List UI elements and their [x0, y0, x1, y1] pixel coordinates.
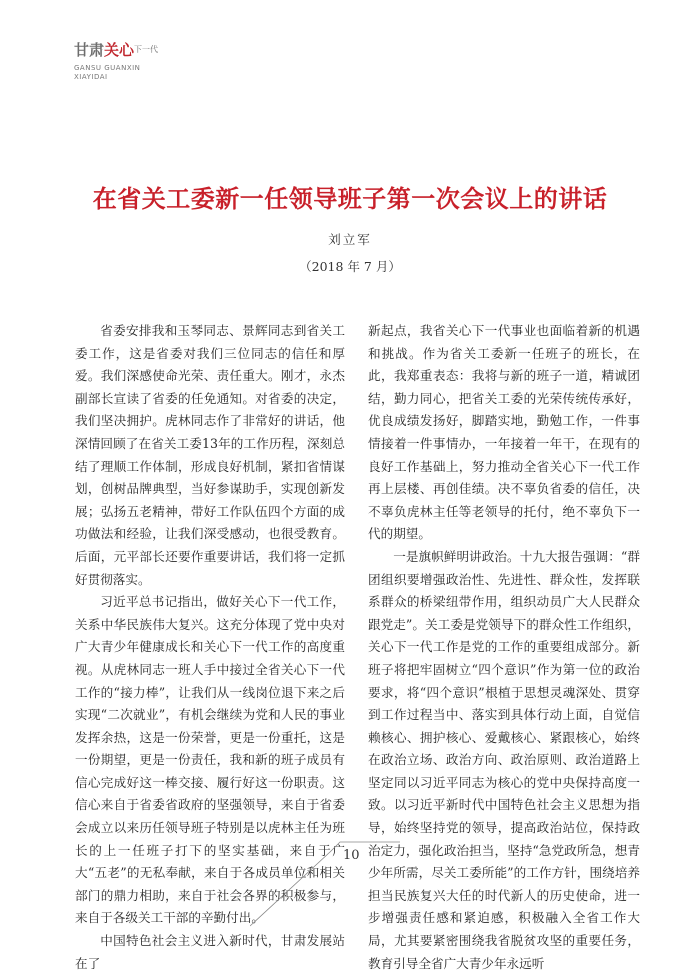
logo-wordmark [74, 40, 158, 60]
paragraph: 习近平总书记指出，做好关心下一代工作，关系中华民族伟大复兴。这充分体现了党中央对广大青少年健康成长和关心下一代工作的高度重视。从虎林同志一班人手中接过全省关心下一代工作的“接力棒”，让我们从一线岗位退下来之后实现“二次就业”，有机会继续为党和人民的事业发挥余热，这是一份荣誉，更是一份重托，这是一份期望，更是一份责任，我和新的班子成员有信心完成好这一棒交接、履行好这一份职责。这信心来自于省委省政府的坚强领导，来自于省委会成立以来历任领导班子特别是以虎林主任为班长的上一任班子打下的坚实基础，来自于广大“五老”的无私奉献，来自于各成员单位和相关部门的鼎力相助，来自于社会各界的积极参与，来自于各级关工干部的辛勤付出。 [75, 594, 345, 926]
paragraph: 一是旗帜鲜明讲政治。十九大报告强调：“群团组织要增强政治性、先进性、群众性，发挥联系群众的桥梁纽带作用，组织动员广大人民群众跟党走”。关工委是党领导下的群众性工作组织，关心下一代工作是党的工作的重要组成部分。新班子将把牢固树立“四个意识”作为第一位的政治要求，将“四个意识”根植于思想灵魂深处、贯穿到工作过程当中、落实到具体行动上面，自觉信赖核心、拥护核心、爱戴核心、紧跟核心，始终在政治立场、政治方向、政治原则、政治道路上坚定同以习近平同志为核心的党中央保持高度一致。以习近平新时代中国特色社会主义思想为指导，始终坚持党的领导，提高政治站位，保持政治定力，强化政治担当，坚持“急党政所急，想青少年所需，尽关工委所能”的工作方针，围绕培养担当民族复兴大任的时代新人的历史使命，进一步增强责任感和紧迫感，积极融入全省工作大局，尤其要紧密围绕我省脱贫攻坚的重要任务，教育引导全省广大青少年永远听 [368, 548, 640, 971]
logo-red-text: 关心 [104, 41, 135, 59]
article-title: 在省关工委新一任领导班子第一次会议上的讲话 [92, 184, 608, 213]
logo-prefix: 甘肃 [74, 41, 105, 59]
paragraph: 中国特色社会主义进入新时代，甘肃发展站在了 [75, 933, 345, 971]
paragraph: 新起点，我省关心下一代事业也面临着新的机遇和挑战。作为省关工委新一任班子的班长，在此，我郑重表态：我将与新的班子一道，精诚团结，勤力同心，把省关工委的光荣传统传承好，优良成绩发扬好，脚踏实地，勤勉工作，一件事情接着一件事情办，一年接着一年干，在现有的良好工作基础上，努力推动全省关心下一代工作再上层楼、再创佳绩。决不辜负省委的信任，决不辜负虎林主任等老领导的托付，绝不辜负下一代的期望。 [368, 323, 640, 542]
paragraph: 省委安排我和玉琴同志、景辉同志到省关工委工作，这是省委对我们三位同志的信任和厚爱。我们深感使命光荣、责任重大。刚才，永杰副部长宣读了省委的任免通知。对省委的决定，我们坚决拥护。虎林同志作了非常好的讲话，他深情回顾了在省关工委13年的工作历程，深刻总结了理顺工作体制，形成良好机制，紧扣省情谋划，创树品牌典型，当好参谋助手，实现创新发展；弘扬五老精神，带好工作队伍四个方面的成功做法和经验，让我们深受感动，也很受教育。后面，元平部长还要作重要讲话，我们将一定抓好贯彻落实。 [75, 323, 345, 587]
page-decoration-line [250, 838, 400, 928]
article-date: （2018 年 7 月） [299, 259, 401, 274]
page-number: 10 [343, 848, 360, 863]
logo-suffix: 下一代 [134, 45, 159, 54]
logo-english-line2: XIAYIDAI [74, 73, 108, 81]
right-column [368, 320, 640, 975]
magazine-logo [74, 40, 234, 86]
article-author: 刘立军 [328, 232, 372, 247]
logo-english-line1: GANSU GUANXIN [74, 64, 141, 72]
